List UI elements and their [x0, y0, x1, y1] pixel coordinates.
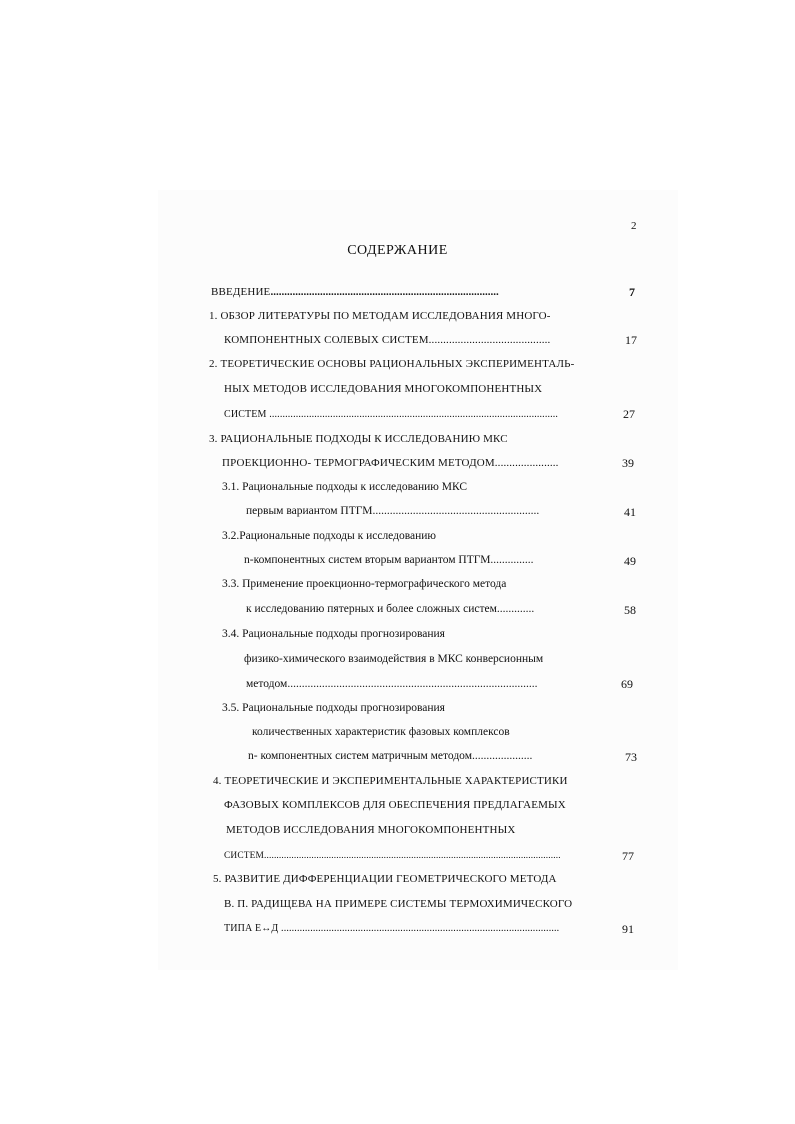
toc-entry-3-4-line2: физико-химического взаимодействия в МКС конверсионным [244, 653, 544, 665]
page-number: 2 [631, 220, 637, 232]
toc-entry-3-5-line2: количественных характеристик фазовых комплексов [252, 726, 510, 738]
toc-entry-1-line2: КОМПОНЕНТНЫХ СОЛЕВЫХ СИСТЕМ.......................................... [224, 334, 551, 346]
toc-entry-3-4-line3: методом....................................................................................... [246, 678, 538, 690]
toc-entry-2-line3 [224, 408, 558, 420]
toc-page-5: 91 [622, 922, 634, 936]
toc-entry-3-2-line2: n-компонентных систем вторым вариантом ПТГМ............... [244, 554, 534, 566]
toc-entry-text: СИСТЕМ ............................................................................................................. [224, 409, 559, 420]
page-title: СОДЕРЖАНИЕ [347, 243, 448, 258]
toc-entry-4-line3: МЕТОДОВ ИССЛЕДОВАНИЯ МНОГОКОМПОНЕНТНЫХ [226, 824, 516, 836]
toc-entry-3-line1: 3. РАЦИОНАЛЬНЫЕ ПОДХОДЫ К ИССЛЕДОВАНИЮ МКС [209, 433, 508, 445]
toc-entry-4-line2: ФАЗОВЫХ КОМПЛЕКСОВ ДЛЯ ОБЕСПЕЧЕНИЯ ПРЕДЛАГАЕМЫХ [224, 799, 566, 811]
toc-entry-dots: ................................................................................... [270, 286, 499, 298]
toc-entry-text: ВВЕДЕНИЕ [211, 286, 271, 298]
toc-entry-text: СИСТЕМ....................................................................................................................... [224, 851, 561, 861]
toc-page-3-4: 69 [621, 677, 633, 691]
toc-page-3-5: 73 [625, 750, 637, 764]
toc-page-4: 77 [622, 849, 634, 863]
toc-page-intro: 7 [629, 285, 635, 299]
toc-entry-3-line2: ПРОЕКЦИОННО- ТЕРМОГРАФИЧЕСКИМ МЕТОДОМ...................... [222, 457, 559, 469]
toc-entry-3-3-line1: 3.3. Применение проекционно-термографического метода [222, 578, 507, 590]
toc-entry-3-1-line2: первым вариантом ПТГМ.......................................................... [246, 505, 540, 517]
toc-page-3-1: 41 [624, 505, 636, 519]
toc-entry-3-4-line1: 3.4. Рациональные подходы прогнозирования [222, 628, 445, 640]
toc-entry-4-line4 [224, 849, 561, 861]
toc-entry-5-line1: 5. РАЗВИТИЕ ДИФФЕРЕНЦИАЦИИ ГЕОМЕТРИЧЕСКОГО МЕТОДА [213, 873, 557, 885]
toc-entry-5-line2: В. П. РАДИЩЕВА НА ПРИМЕРЕ СИСТЕМЫ ТЕРМОХИМИЧЕСКОГО [224, 898, 573, 910]
toc-page-1: 17 [625, 333, 637, 347]
toc-entry-3-2-line1: 3.2.Рациональные подходы к исследованию [222, 530, 437, 542]
toc-entry-5-line3 [224, 922, 559, 934]
toc-entry-text: ТИПА Е↔Д ......................................................................................................... [224, 923, 560, 934]
toc-entry-intro [211, 286, 499, 298]
toc-entry-3-3-line2: к исследованию пятерных и более сложных систем............. [246, 603, 535, 615]
toc-page-3-2: 49 [624, 554, 636, 568]
toc-entry-1-line1: 1. ОБЗОР ЛИТЕРАТУРЫ ПО МЕТОДАМ ИССЛЕДОВАНИЯ МНОГО- [209, 310, 551, 322]
toc-page-3: 39 [622, 456, 634, 470]
toc-entry-2-line2: НЫХ МЕТОДОВ ИССЛЕДОВАНИЯ МНОГОКОМПОНЕНТНЫХ [224, 383, 543, 395]
toc-page-3-3: 58 [624, 603, 636, 617]
toc-entry-3-5-line1: 3.5. Рациональные подходы прогнозирования [222, 702, 445, 714]
toc-entry-3-5-line3: n- компонентных систем матричным методом..................... [248, 750, 533, 762]
toc-page-2: 27 [623, 407, 635, 421]
toc-entry-2-line1: 2. ТЕОРЕТИЧЕСКИЕ ОСНОВЫ РАЦИОНАЛЬНЫХ ЭКСПЕРИМЕНТАЛЬ- [209, 358, 575, 370]
toc-entry-3-1-line1: 3.1. Рациональные подходы к исследованию МКС [222, 481, 468, 493]
toc-entry-4-line1: 4. ТЕОРЕТИЧЕСКИЕ И ЭКСПЕРИМЕНТАЛЬНЫЕ ХАРАКТЕРИСТИКИ [213, 775, 568, 787]
